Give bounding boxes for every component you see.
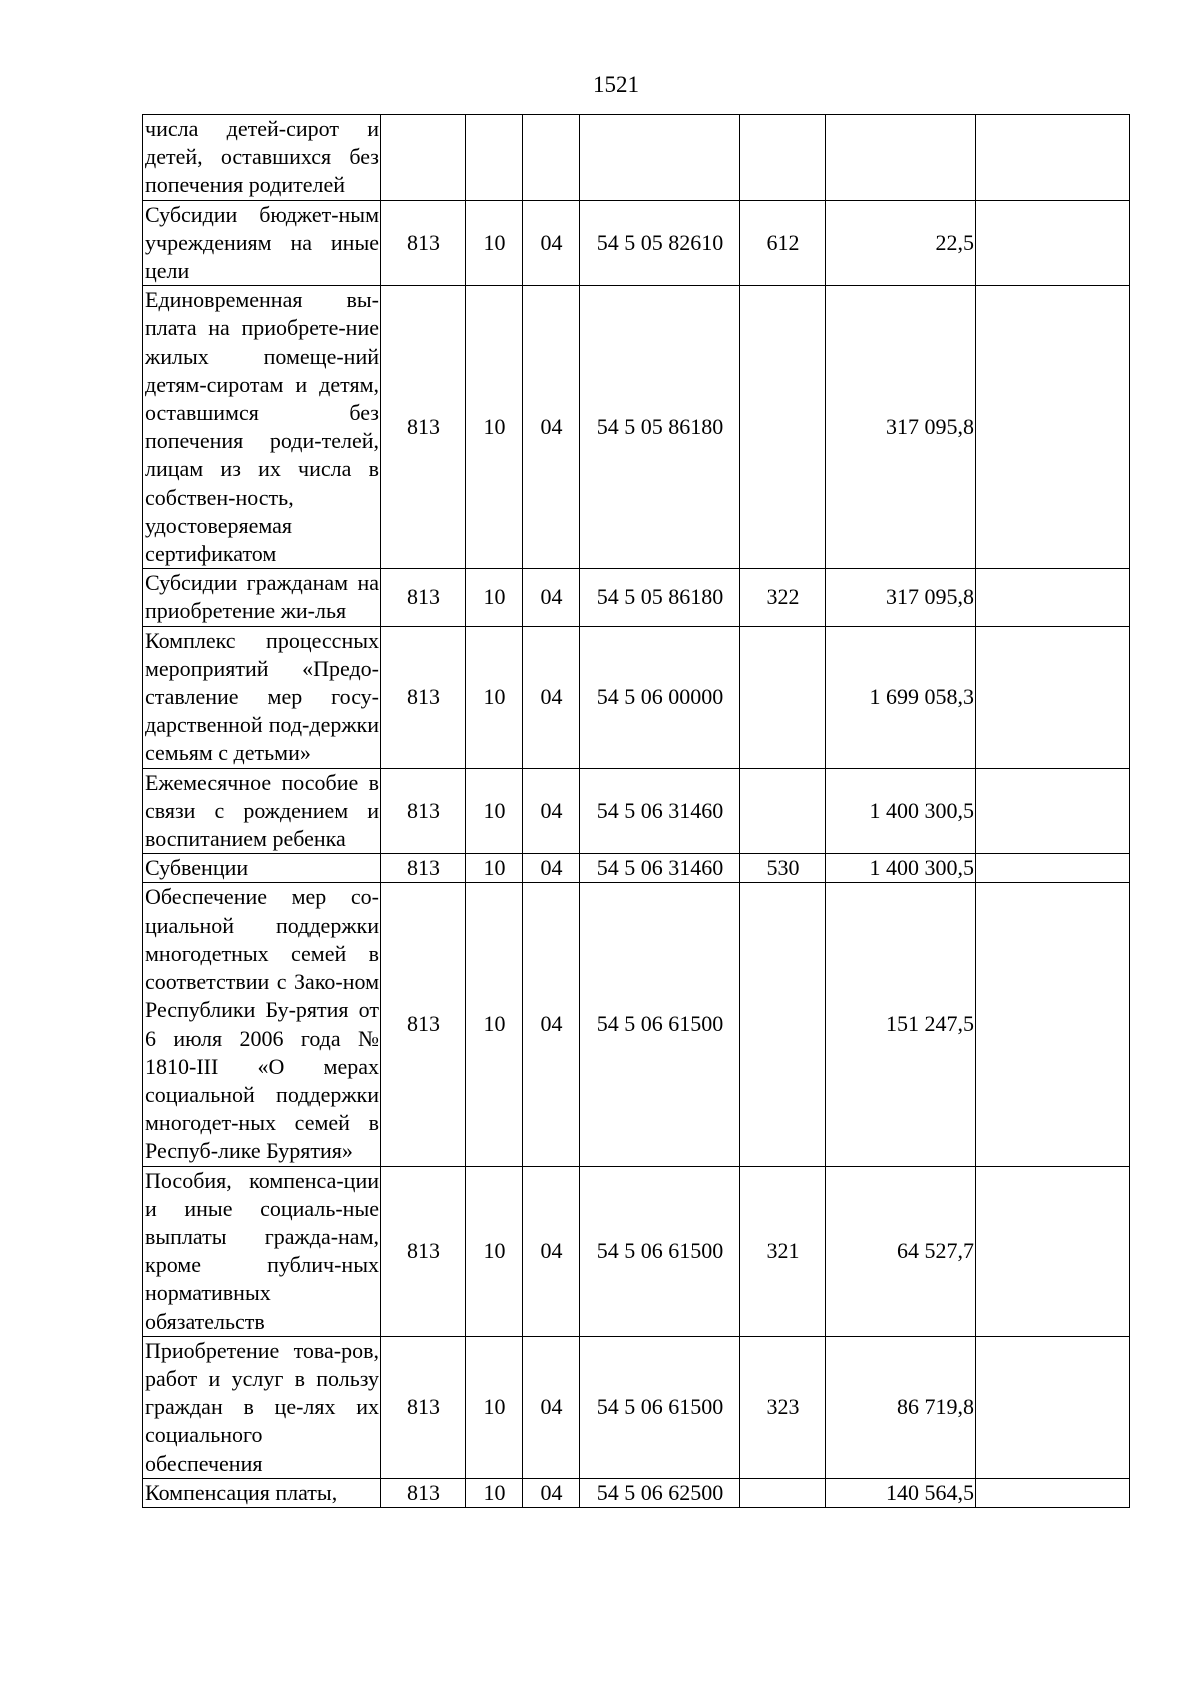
table-row	[143, 883, 1130, 1166]
row-subsection: 04	[523, 883, 580, 1166]
row-section: 10	[466, 1336, 523, 1478]
row-extra	[976, 768, 1130, 854]
row-subsection: 04	[523, 1166, 580, 1336]
row-extra	[976, 1478, 1130, 1507]
row-ministry-code: 813	[381, 286, 466, 569]
row-amount: 86 719,8	[826, 1336, 976, 1478]
row-ministry-code: 813	[381, 768, 466, 854]
row-extra	[976, 286, 1130, 569]
row-target-code: 54 5 05 82610	[580, 200, 740, 286]
table-row	[143, 569, 1130, 626]
row-amount: 1 400 300,5	[826, 768, 976, 854]
row-section: 10	[466, 854, 523, 883]
row-target-code: 54 5 06 31460	[580, 768, 740, 854]
row-subsection: 04	[523, 626, 580, 768]
row-section: 10	[466, 1166, 523, 1336]
row-ministry-code: 813	[381, 569, 466, 626]
row-amount: 22,5	[826, 200, 976, 286]
row-amount: 317 095,8	[826, 286, 976, 569]
row-description: Ежемесячное пособие в связи с рождением и воспитанием ребенка	[143, 768, 381, 854]
row-expense-type: 323	[740, 1336, 826, 1478]
row-subsection: 04	[523, 569, 580, 626]
row-section: 10	[466, 768, 523, 854]
row-expense-type: 612	[740, 200, 826, 286]
row-target-code: 54 5 06 61500	[580, 1166, 740, 1336]
row-extra	[976, 569, 1130, 626]
row-target-code: 54 5 06 62500	[580, 1478, 740, 1507]
row-ministry-code: 813	[381, 1336, 466, 1478]
row-section: 10	[466, 626, 523, 768]
row-amount: 140 564,5	[826, 1478, 976, 1507]
row-ministry-code: 813	[381, 1478, 466, 1507]
budget-table	[142, 114, 1130, 1508]
row-expense-type	[740, 626, 826, 768]
table-row	[143, 768, 1130, 854]
row-description: числа детей-сирот и детей, оставшихся без попечения родителей	[143, 115, 381, 201]
row-section	[466, 115, 523, 201]
row-description: Компенсация платы,	[143, 1478, 381, 1507]
row-subsection	[523, 115, 580, 201]
table-row	[143, 200, 1130, 286]
row-subsection: 04	[523, 200, 580, 286]
row-extra	[976, 883, 1130, 1166]
row-subsection: 04	[523, 768, 580, 854]
row-description: Субвенции	[143, 854, 381, 883]
row-description: Пособия, компенса-ции и иные социаль-ные выплаты гражда-нам, кроме публич-ных нормативных обязательств	[143, 1166, 381, 1336]
row-ministry-code: 813	[381, 200, 466, 286]
row-subsection: 04	[523, 854, 580, 883]
row-target-code: 54 5 06 61500	[580, 883, 740, 1166]
row-ministry-code	[381, 115, 466, 201]
row-expense-type	[740, 286, 826, 569]
row-extra	[976, 626, 1130, 768]
table-row	[143, 626, 1130, 768]
row-ministry-code: 813	[381, 883, 466, 1166]
row-description: Единовременная вы-плата на приобрете-ние жилых помеще-ний детям-сиротам и детям, оставшимся без попечения роди-телей, лицам из их числа в собствен-ность, удостоверяемая сертификатом	[143, 286, 381, 569]
row-target-code: 54 5 05 86180	[580, 286, 740, 569]
row-expense-type	[740, 883, 826, 1166]
table-row	[143, 1166, 1130, 1336]
row-subsection: 04	[523, 1478, 580, 1507]
row-amount	[826, 115, 976, 201]
row-amount: 1 400 300,5	[826, 854, 976, 883]
row-section: 10	[466, 286, 523, 569]
row-target-code: 54 5 06 00000	[580, 626, 740, 768]
row-expense-type	[740, 768, 826, 854]
row-description: Субсидии бюджет-ным учреждениям на иные цели	[143, 200, 381, 286]
row-description: Приобретение това-ров, работ и услуг в пользу граждан в це-лях их социального обеспечения	[143, 1336, 381, 1478]
row-section: 10	[466, 1478, 523, 1507]
row-description: Комплекс процессных мероприятий «Предо-ставление мер госу-дарственной под-держки семьям с детьми»	[143, 626, 381, 768]
row-ministry-code: 813	[381, 626, 466, 768]
row-expense-type: 321	[740, 1166, 826, 1336]
table-row	[143, 286, 1130, 569]
row-extra	[976, 115, 1130, 201]
table-row	[143, 115, 1130, 201]
row-ministry-code: 813	[381, 1166, 466, 1336]
table-row	[143, 854, 1130, 883]
row-expense-type: 322	[740, 569, 826, 626]
row-amount: 317 095,8	[826, 569, 976, 626]
table-row	[143, 1478, 1130, 1507]
row-target-code	[580, 115, 740, 201]
row-expense-type: 530	[740, 854, 826, 883]
row-subsection: 04	[523, 1336, 580, 1478]
row-target-code: 54 5 05 86180	[580, 569, 740, 626]
row-amount: 64 527,7	[826, 1166, 976, 1336]
row-expense-type	[740, 1478, 826, 1507]
row-description: Обеспечение мер со-циальной поддержки многодетных семей в соответствии с Зако-ном Республики Бу-рятия от 6 июля 2006 года № 1810-III «О мерах социальной поддержки многодет-ных семей в Респуб-лике Бурятия»	[143, 883, 381, 1166]
row-section: 10	[466, 569, 523, 626]
row-extra	[976, 854, 1130, 883]
table-row	[143, 1336, 1130, 1478]
row-extra	[976, 1166, 1130, 1336]
row-section: 10	[466, 200, 523, 286]
row-subsection: 04	[523, 286, 580, 569]
row-target-code: 54 5 06 31460	[580, 854, 740, 883]
row-extra	[976, 1336, 1130, 1478]
row-expense-type	[740, 115, 826, 201]
row-amount: 1 699 058,3	[826, 626, 976, 768]
row-extra	[976, 200, 1130, 286]
row-section: 10	[466, 883, 523, 1166]
row-amount: 151 247,5	[826, 883, 976, 1166]
row-description: Субсидии гражданам на приобретение жи-лья	[143, 569, 381, 626]
page-number: 1521	[593, 72, 639, 97]
row-target-code: 54 5 06 61500	[580, 1336, 740, 1478]
row-ministry-code: 813	[381, 854, 466, 883]
